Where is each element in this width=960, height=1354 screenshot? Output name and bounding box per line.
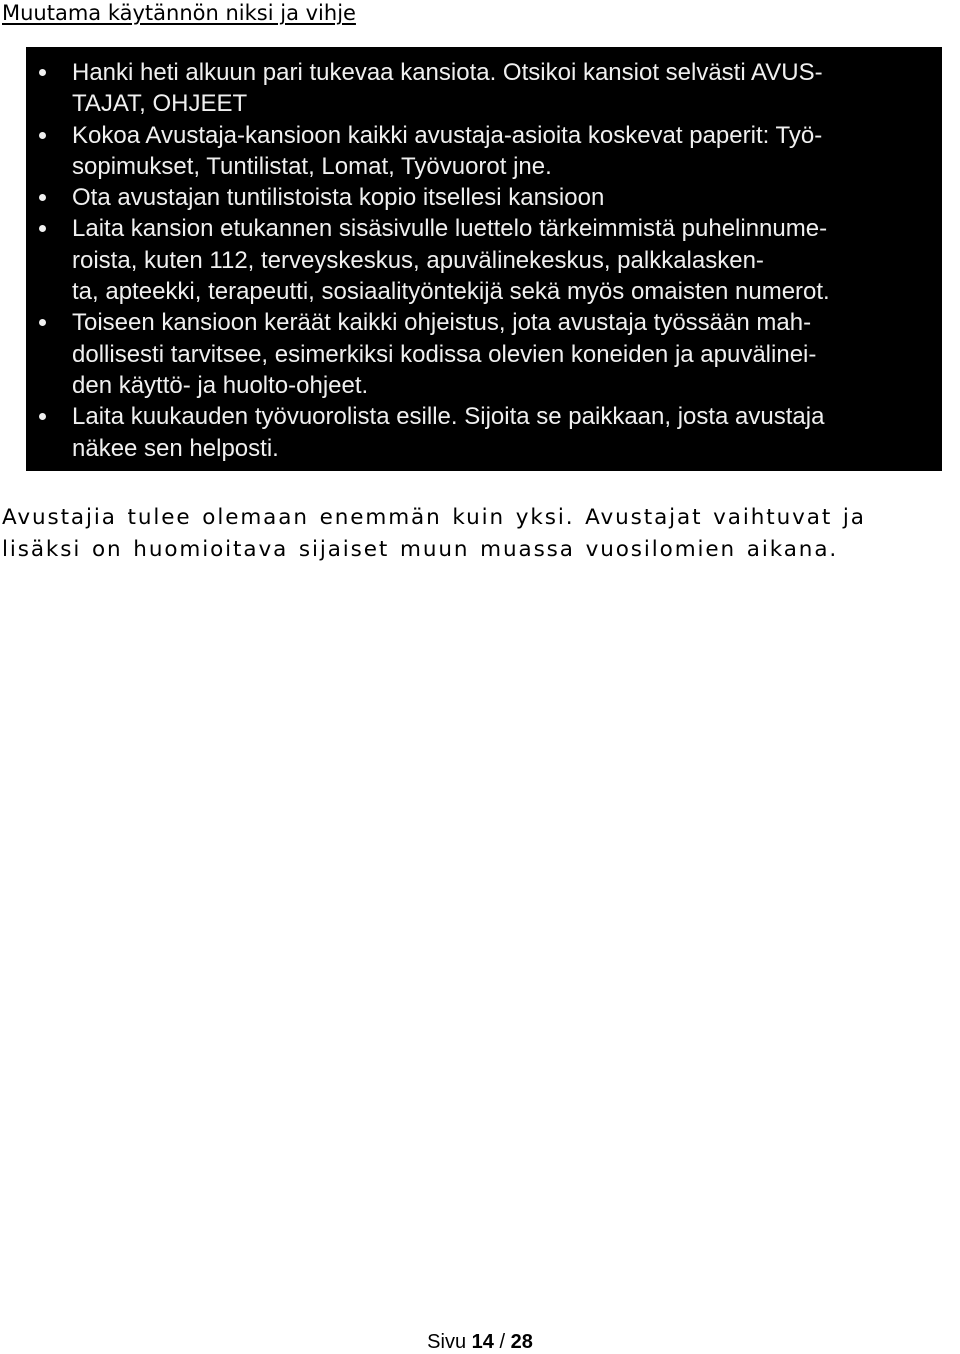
paragraph-line: Avustajia tulee olemaan enemmän kuin yksi. Avustajat vaihtuvat ja: [2, 505, 866, 530]
list-item: [26, 307, 932, 401]
bullet-icon: [39, 225, 46, 232]
paragraph-line: lisäksi on huomioitava sijaiset muun muassa vuosilomien aikana.: [2, 537, 839, 562]
tips-box: [26, 47, 942, 471]
bullet-icon: [39, 194, 46, 201]
body-paragraph: [2, 502, 952, 566]
list-item: [26, 182, 932, 213]
tip-text: Toiseen kansioon keräät kaikki ohjeistus, jota avustaja työssään mah- dollisesti tarvitsee, esimerkiksi kodissa olevien koneiden ja apuvälinei- den käyttö- ja huolto-ohjeet.: [72, 309, 817, 399]
bullet-icon: [39, 413, 46, 420]
list-item: [26, 57, 932, 120]
page-label: Sivu: [427, 1331, 467, 1353]
tips-list: [26, 57, 932, 464]
list-item: [26, 213, 932, 307]
tip-text: Ota avustajan tuntilistoista kopio itsellesi kansioon: [72, 184, 605, 212]
page-separator: /: [499, 1331, 506, 1353]
list-item: [26, 120, 932, 183]
tip-text: Laita kuukauden työvuorolista esille. Sijoita se paikkaan, josta avustaja näkee sen helposti.: [72, 403, 825, 462]
tip-text: Hanki heti alkuun pari tukevaa kansiota. Otsikoi kansiot selvästi AVUS- TAJAT, OHJEET: [72, 59, 823, 118]
tip-text: Laita kansion etukannen sisäsivulle luettelo tärkeimmistä puhelinnume- roista, kuten 112, terveyskeskus, apuvälinekeskus, palkkalasken- ta, apteekki, terapeutti, sosiaalityöntekijä sekä myös omaisten numerot.: [72, 215, 830, 306]
tip-text: Kokoa Avustaja-kansioon kaikki avustaja-asioita koskevat paperit: Työ- sopimukset, Tuntilistat, Lomat, Työvuorot jne.: [72, 121, 823, 180]
section-heading: Muutama käytännön niksi ja vihje: [2, 1, 356, 25]
page-number: [0, 1330, 960, 1354]
bullet-icon: [39, 319, 46, 326]
list-item: [26, 401, 932, 464]
current-page: 14: [471, 1331, 494, 1353]
bullet-icon: [39, 69, 46, 76]
bullet-icon: [39, 132, 46, 139]
total-pages: 28: [510, 1331, 533, 1353]
